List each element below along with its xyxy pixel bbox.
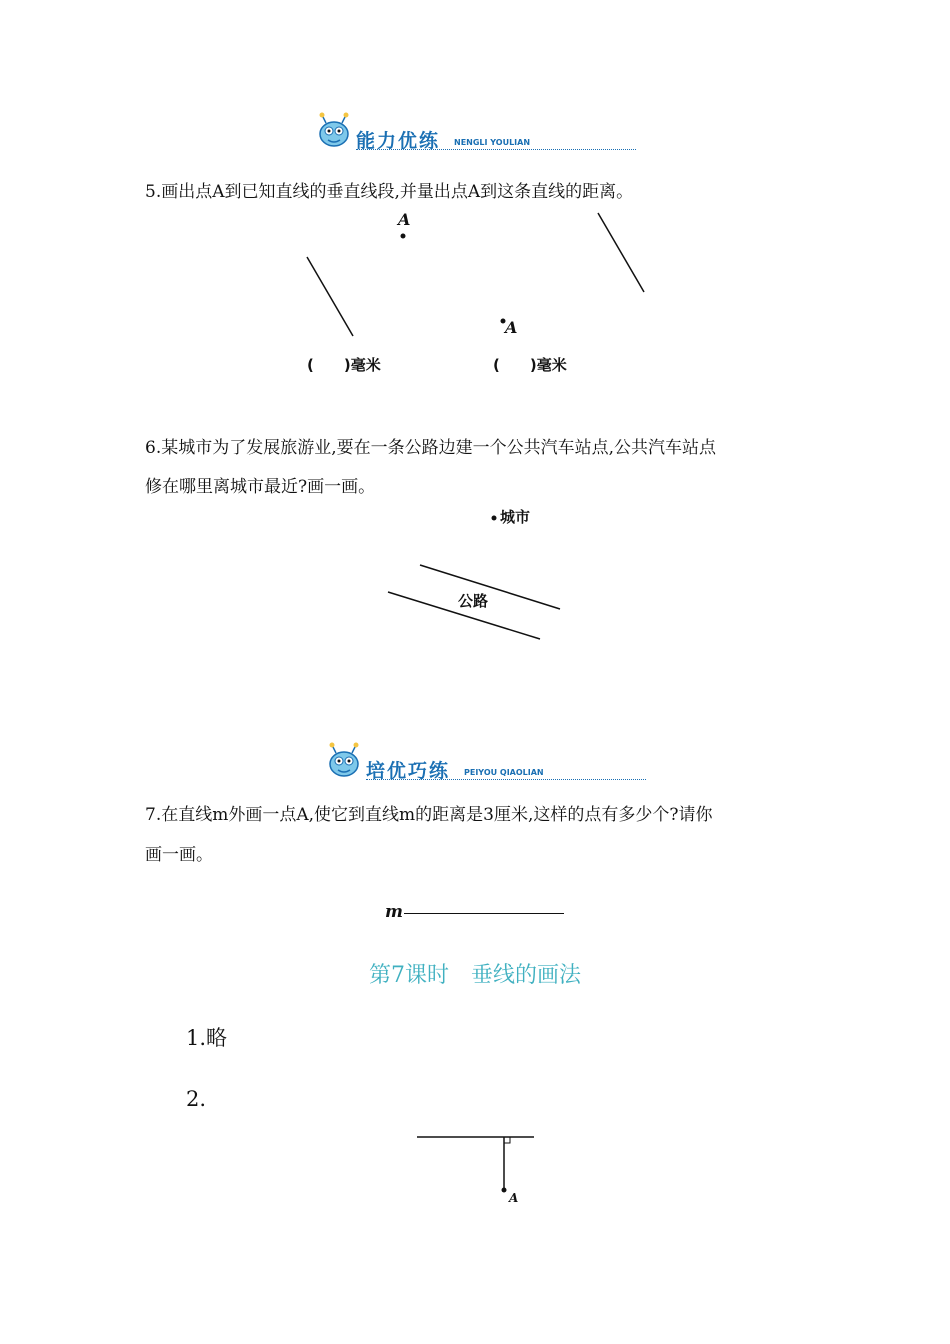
point-a-left: [401, 234, 406, 239]
road-edge-top: [420, 565, 560, 609]
answer-blank-left[interactable]: ( )毫米: [307, 356, 381, 374]
question-6-line-1: 6.某城市为了发展旅游业,要在一条公路边建一个公共汽车站点,公共汽车站点: [145, 438, 717, 458]
banner-dotted-rule: [366, 779, 646, 780]
point-a-label-right: A: [505, 318, 518, 337]
section-subtitle: PEIYOU QIAOLIAN: [464, 768, 544, 777]
section-title: 培优巧练: [366, 760, 451, 782]
answer-item-2: 2.: [186, 1087, 207, 1111]
answer-2-figure: [410, 1130, 540, 1200]
banner-dotted-rule: [356, 149, 636, 150]
question-5-text: 5.画出点A到已知直线的垂直线段,并量出点A到这条直线的距离。: [145, 182, 634, 202]
given-line-right: [598, 213, 644, 292]
answer-item-1: 1.略: [186, 1026, 228, 1050]
road-label: 公路: [458, 592, 489, 610]
city-point: [492, 516, 497, 521]
answer-point-a: [502, 1188, 507, 1193]
city-label: 城市: [500, 508, 531, 526]
section-title: 能力优练: [356, 130, 441, 152]
right-angle-mark: [504, 1137, 510, 1143]
question-7-line-1: 7.在直线m外画一点A,使它到直线m的距离是3厘米,这样的点有多少个?请你: [145, 805, 713, 825]
answer-blank-right[interactable]: ( )毫米: [493, 356, 567, 374]
given-line-left: [307, 257, 353, 336]
lesson-title: 第7课时 垂线的画法: [369, 963, 581, 988]
question-7-line-2: 画一画。: [145, 845, 213, 865]
line-m-label: m: [385, 902, 403, 922]
section-banner-2: [322, 742, 652, 782]
point-a-label-left: A: [398, 210, 411, 229]
alien-mascot-icon: [312, 112, 360, 152]
question-6-line-2: 修在哪里离城市最近?画一画。: [145, 477, 376, 497]
line-m: [404, 913, 564, 914]
question-6-figure: [380, 505, 580, 650]
alien-mascot-icon: [322, 742, 370, 782]
answer-point-a-label: A: [509, 1191, 519, 1205]
section-banner-1: [312, 112, 642, 152]
section-subtitle: NENGLI YOULIAN: [454, 138, 531, 147]
